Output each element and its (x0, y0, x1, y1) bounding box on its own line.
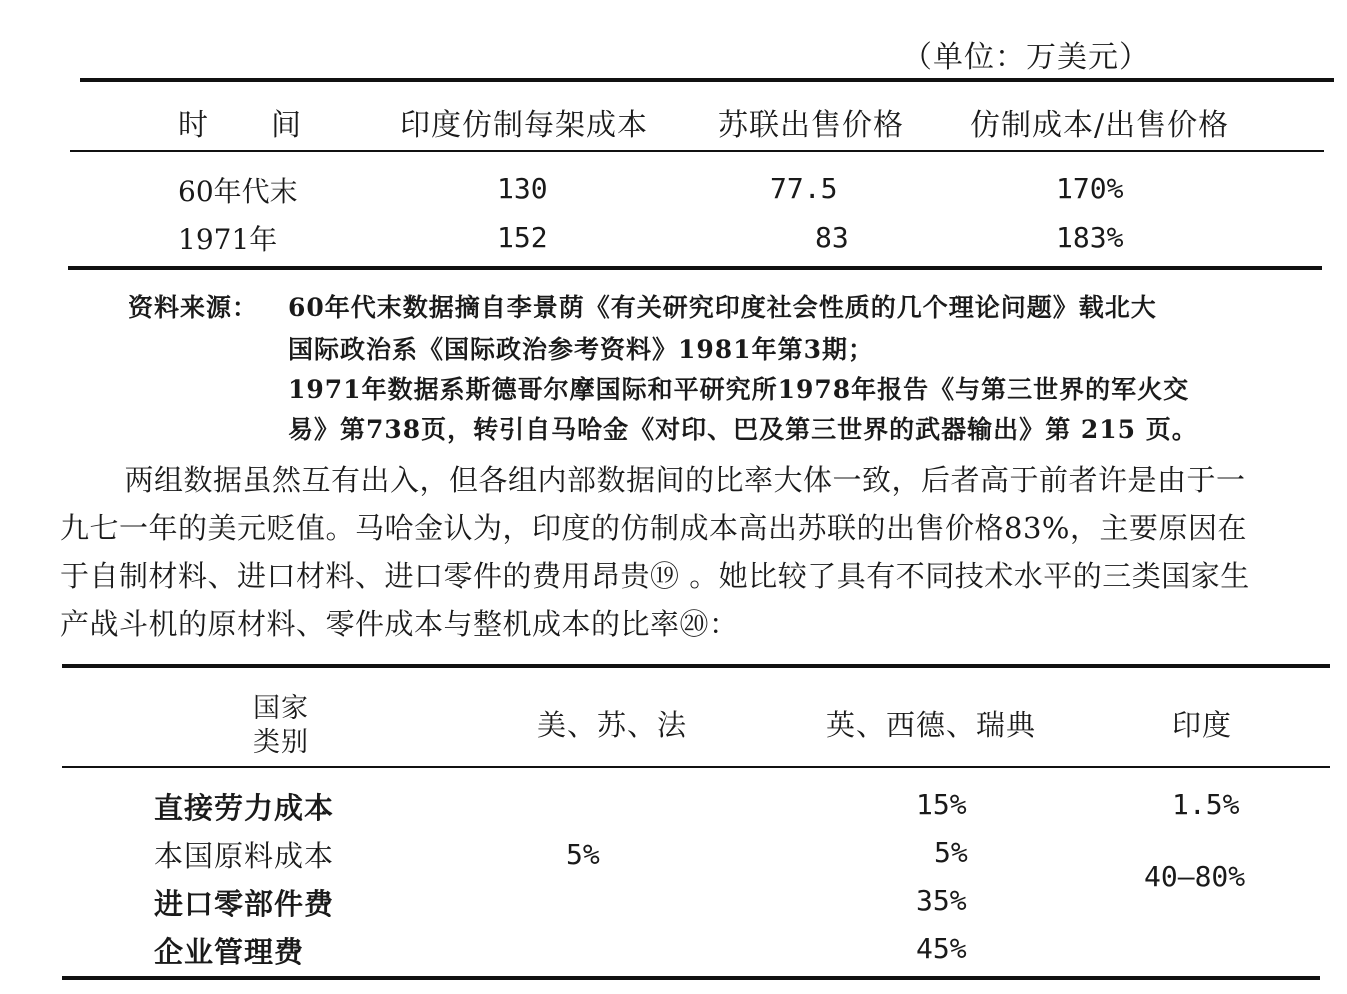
table1-bottom-rule (68, 266, 1322, 270)
table2-bottom-rule (62, 976, 1320, 980)
table1-row2-price: 83 (815, 221, 849, 254)
table2-col2-value: 15% (916, 788, 967, 821)
table1-row2-time: 1971年 (178, 223, 278, 256)
paragraph-line: 两组数据虽然互有出入，但各组内部数据间的比率大体一致，后者高于前者许是由于一 (95, 463, 1246, 497)
table2-col2-value: 45% (916, 932, 967, 965)
table2-corner-country: 国家 (253, 693, 309, 724)
source-line: 60年代末数据摘自李景荫《有关研究印度社会性质的几个理论问题》载北大 (288, 293, 1157, 322)
source-line: 1971年数据系斯德哥尔摩国际和平研究所1978年报告《与第三世界的军火交 (288, 375, 1190, 404)
table1-top-rule (80, 78, 1334, 82)
table1-row2-ratio: 183% (1056, 221, 1124, 254)
paragraph-line: 于自制材料、进口材料、进口零件的费用昂贵⑲ 。她比较了具有不同技术水平的三类国家生 (60, 559, 1250, 593)
table1-header-price: 苏联出售价格 (718, 108, 904, 143)
source-label: 资料来源： (128, 293, 259, 322)
table2-top-rule (62, 664, 1330, 668)
table1-header-ratio: 仿制成本/出售价格 (970, 108, 1230, 143)
table1-header-cost: 印度仿制每架成本 (400, 108, 648, 143)
table1-header-rule (70, 150, 1324, 152)
table1-row1-time: 60年代末 (178, 175, 298, 208)
table2-col2-value: 5% (934, 836, 968, 869)
paragraph-line: 产战斗机的原材料、零件成本与整机成本的比率⑳： (60, 607, 739, 641)
table2-col-us-su-fr: 美、苏、法 (537, 708, 688, 742)
table1-row2-cost: 152 (497, 221, 548, 254)
source-line: 易》第738页，转引自马哈金《对印、巴及第三世界的武器输出》第 215 页。 (288, 415, 1198, 444)
table2-header-rule (62, 766, 1330, 768)
table2-corner-category: 类别 (253, 727, 309, 758)
table2-row-label: 本国原料成本 (154, 839, 335, 873)
table1-row1-cost: 130 (497, 172, 548, 205)
table2-col-india: 印度 (1172, 708, 1233, 742)
table2-row-label: 进口零部件费 (154, 887, 335, 921)
table2-row-label: 直接劳力成本 (154, 791, 335, 825)
unit-note: （单位：万美元） (902, 40, 1150, 75)
table2-col3-merged-value: 40—80% (1144, 860, 1246, 893)
table2-col1-merged-value: 5% (566, 838, 600, 871)
table2-col-uk-wg-se: 英、西德、瑞典 (826, 708, 1037, 742)
table1-row1-ratio: 170% (1056, 172, 1124, 205)
table2-row-label: 企业管理费 (154, 935, 305, 969)
table2-col2-value: 35% (916, 884, 967, 917)
table1-row1-price: 77.5 (770, 172, 838, 205)
table1-header-time: 时 间 (178, 108, 302, 143)
paragraph-line: 九七一年的美元贬值。马哈金认为，印度的仿制成本高出苏联的出售价格83%，主要原因在 (60, 511, 1247, 545)
source-line: 国际政治系《国际政治参考资料》1981年第3期； (288, 335, 874, 364)
table2-col3-value: 1.5% (1172, 788, 1240, 821)
